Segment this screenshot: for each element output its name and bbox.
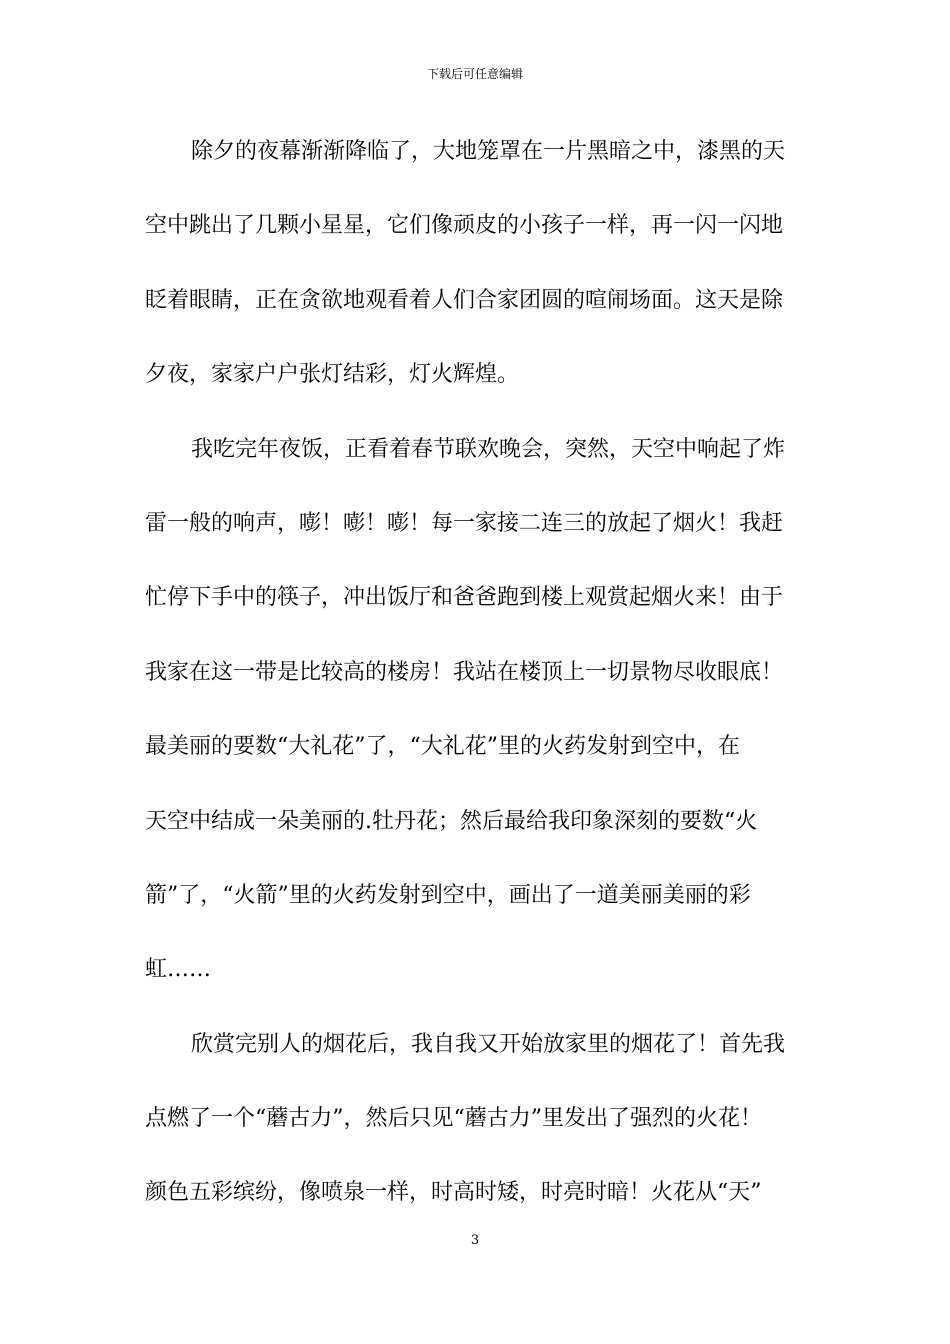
paragraph-line: 最美丽的要数“大礼花”了，“大礼花”里的火药发射到空中，在	[145, 734, 740, 760]
page-header: 下载后可任意编辑	[426, 67, 523, 81]
paragraph-line: 除夕的夜幕渐渐降临了，大地笼罩在一片黑暗之中，漆黑的天	[191, 139, 786, 164]
paragraph-line: 空中跳出了几颗小星星，它们像顽皮的小孩子一样，再一闪一闪地	[145, 213, 784, 239]
paragraph-line: 欣赏完别人的烟花后，我自我又开始放家里的烟花了！首先我	[191, 1031, 786, 1057]
paragraph-line: 眨着眼睛，正在贪欲地观看着人们合家团圆的喧闹场面。这天是除	[145, 287, 784, 313]
paragraph-line: 忙停下手中的筷子，冲出饭厅和爸爸跑到楼上观赏起烟火来！由于	[145, 585, 784, 611]
body-text	[145, 130, 815, 1246]
paragraph-line: 虹……	[145, 957, 212, 983]
paragraph-line: 天空中结成一朵美丽的.牡丹花；然后最给我印象深刻的要数“火	[145, 808, 758, 834]
paragraph-line: 箭”了，“火箭”里的火药发射到空中，画出了一道美丽美丽的彩	[145, 882, 751, 908]
paragraph-line: 颜色五彩缤纷，像喷泉一样，时高时矮，时亮时暗！火花从“天”	[145, 1180, 762, 1206]
page-number: 3	[470, 1233, 480, 1248]
paragraph-line: 我吃完年夜饭，正看着春节联欢晚会，突然，天空中响起了炸	[191, 436, 786, 462]
paragraph-line: 点燃了一个“蘑古力”，然后只见“蘑古力”里发出了强烈的火花！	[145, 1106, 762, 1132]
paragraph-line: 雷一般的响声，嘭！嘭！嘭！每一家接二连三的放起了烟火！我赶	[145, 510, 784, 536]
paragraph-line: 夕夜，家家户户张灯结彩，灯火辉煌。	[145, 362, 520, 388]
paragraph-line: 我家在这一带是比较高的楼房！我站在楼顶上一切景物尽收眼底！	[145, 659, 784, 685]
